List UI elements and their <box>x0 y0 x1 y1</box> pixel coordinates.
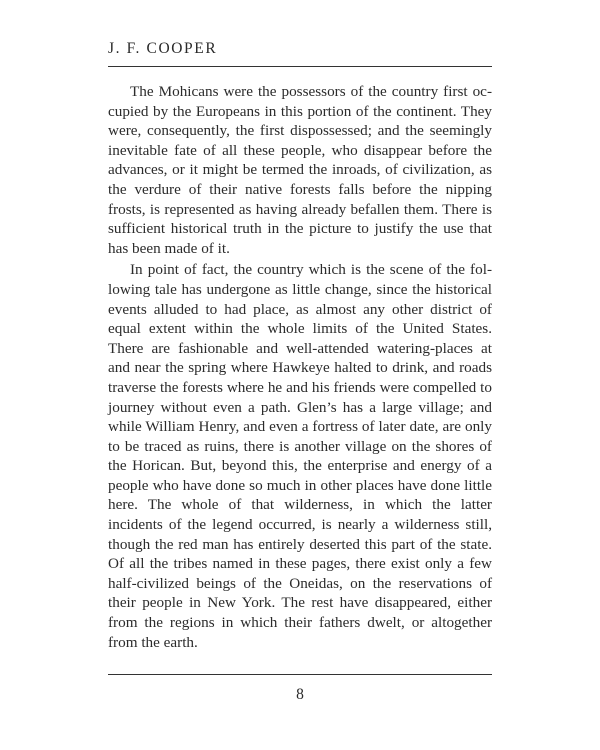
running-head: J. F. COOPER <box>108 40 218 57</box>
page-number: 8 <box>296 686 304 703</box>
footer-rule <box>108 674 492 675</box>
page-body <box>108 82 492 652</box>
paragraph: The Mohicans were the possessors of the country first occupied by the Europeans in this portion of the continent. They were, consequently, the first dispossessed; and the seemingly inevitable fate of all these people, who disappear before the advances, or it might be termed the inroads, of civilization, as the verdure of their native forests falls before the nipping frosts, is represented as having already befallen them. There is sufficient historical truth in the picture to justify the use that has been made of it. <box>108 83 492 257</box>
header-rule <box>108 66 492 67</box>
paragraph: In point of fact, the country which is the scene of the following tale has undergone as little change, since the historical events alluded to had place, as almost any other district of equal extent within the whole limits of the United States. There are fashionable and well-attended watering-places at and near the spring where Hawkeye halted to drink, and roads traverse the forests where he and his friends were compelled to journey without even a path. Glen’s has a large village; and while William Henry, and even a fortress of later date, are only to be traced as ruins, there is another village on the shores of the Horican. But, beyond this, the enterprise and energy of a people who have done so much in other places have done little here. The whole of that wilderness, in which the latter incidents of the legend occurred, is nearly a wilderness still, though the red man has entirely deserted this part of the state. Of all the tribes named in these pages, there exist only a few half-civilized beings of the Oneidas, on the reservations of their people in New York. The rest have disappeared, either from the regions in which their fathers dwelt, or altogether from the earth. <box>108 261 492 651</box>
